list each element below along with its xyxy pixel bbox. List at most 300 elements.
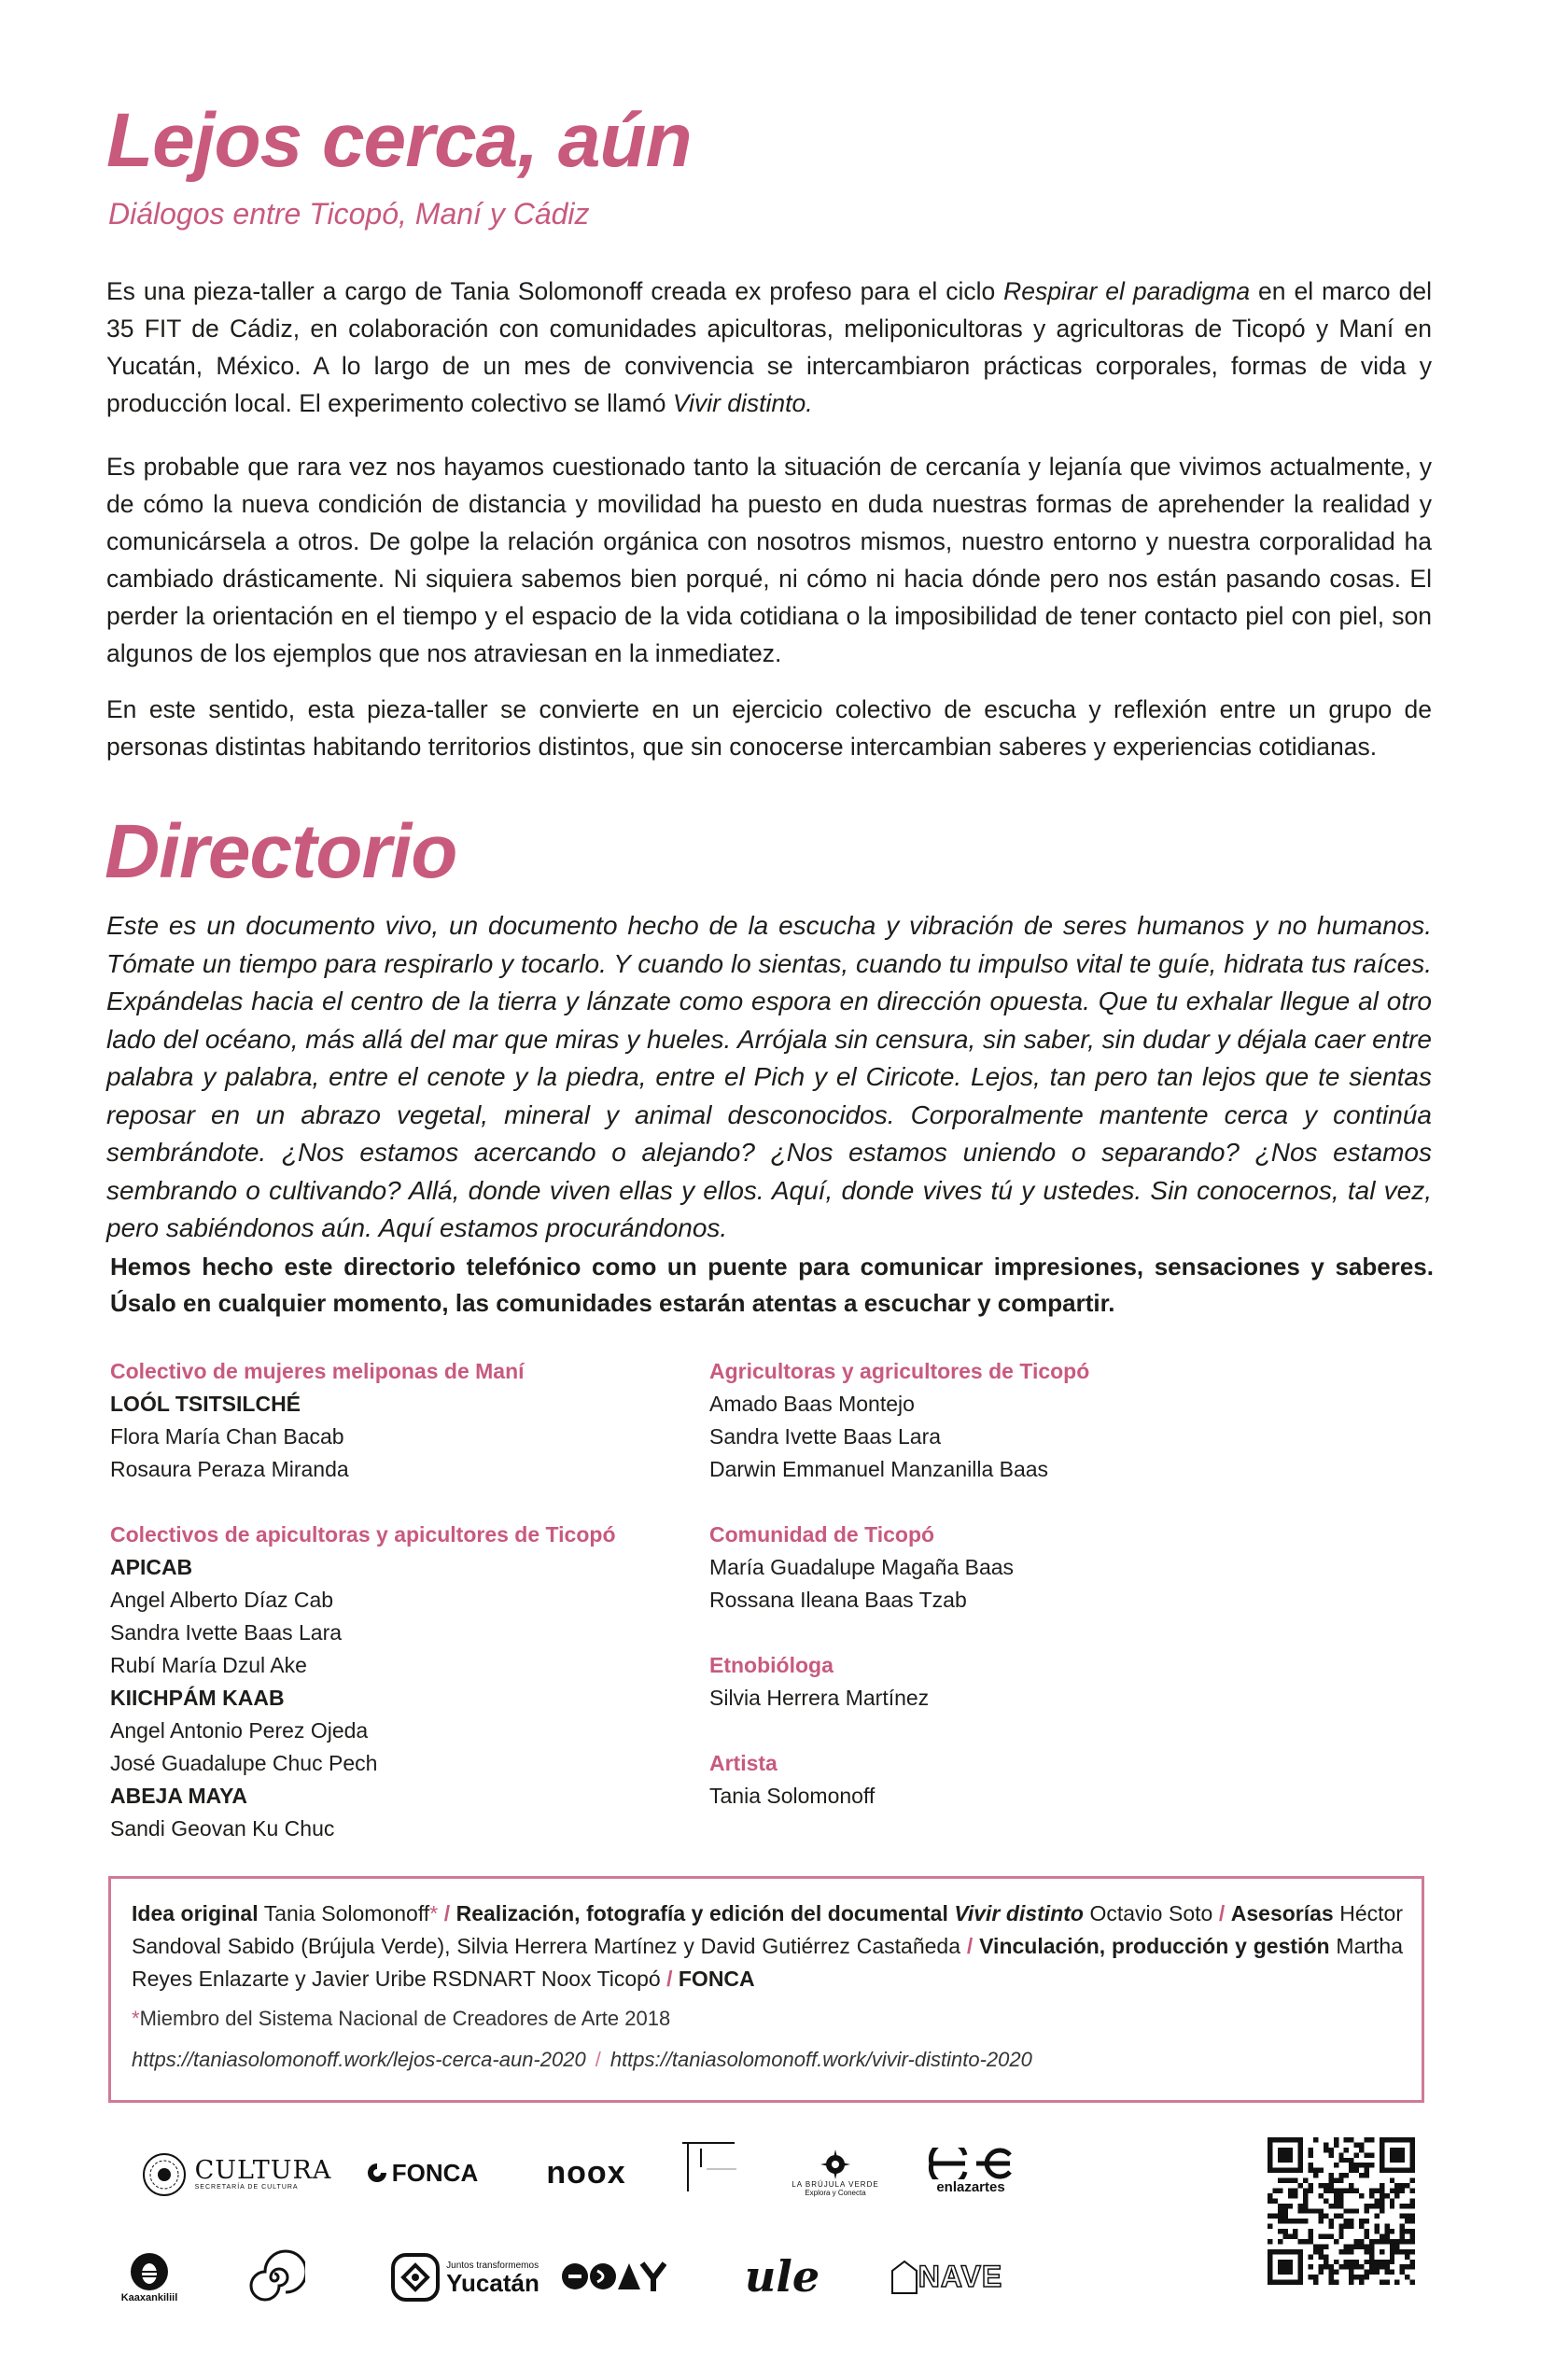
spiral-icon [244, 2247, 305, 2308]
qr-module [1328, 2178, 1333, 2183]
qr-module [1278, 2214, 1282, 2219]
qr-module [1354, 2168, 1359, 2173]
ule-text: ule [744, 2251, 820, 2302]
paragraph-intro [106, 273, 1432, 422]
contact-name: Rosaura Peraza Miranda [110, 1457, 349, 1481]
contact-name: Angel Alberto Díaz Cab [110, 1588, 334, 1612]
qr-module [1369, 2188, 1374, 2192]
qr-module [1338, 2249, 1343, 2254]
contact-name: Rossana Ileana Baas Tzab [709, 1588, 967, 1612]
qr-module [1313, 2137, 1318, 2142]
esay-icon [560, 2260, 666, 2293]
qr-module [1405, 2254, 1409, 2259]
qr-module [1400, 2270, 1405, 2275]
qr-module [1365, 2270, 1369, 2275]
qr-module [1338, 2173, 1343, 2177]
contact-name: Tania Solomonoff [709, 1784, 876, 1808]
group-title: Artista [709, 1751, 778, 1775]
qr-module [1328, 2188, 1333, 2192]
qr-module [1349, 2260, 1353, 2264]
qr-module [1400, 2204, 1405, 2208]
qr-module [1365, 2163, 1369, 2167]
qr-module [1410, 2264, 1415, 2269]
qr-module [1384, 2264, 1389, 2269]
directorio-heading: Directorio [105, 809, 457, 894]
qr-module [1410, 2214, 1415, 2219]
qr-module [1359, 2264, 1364, 2269]
qr-module [1374, 2229, 1379, 2233]
residencia-logo [676, 2137, 743, 2197]
qr-module [1405, 2214, 1409, 2219]
qr-module [1365, 2260, 1369, 2264]
qr-module [1272, 2198, 1277, 2203]
qr-module [1288, 2234, 1293, 2239]
directory-group [110, 1519, 707, 1845]
contact-name: José Guadalupe Chuc Pech [110, 1751, 378, 1775]
qr-module [1359, 2219, 1364, 2223]
qr-module [1278, 2208, 1282, 2213]
contact-name: Sandra Ivette Baas Lara [110, 1620, 343, 1645]
qr-module [1410, 2198, 1415, 2203]
qr-module [1303, 2193, 1308, 2198]
bee-icon [129, 2251, 170, 2292]
qr-module [1349, 2163, 1353, 2167]
qr-module [1293, 2193, 1297, 2198]
qr-module [1313, 2208, 1318, 2213]
qr-module [1303, 2198, 1308, 2203]
qr-module [1318, 2254, 1323, 2259]
qr-module [1288, 2204, 1293, 2208]
qr-module [1288, 2193, 1293, 2198]
credit-value: Octavio Soto [1089, 1901, 1213, 1925]
credit-value: Tania Solomonoff [263, 1901, 430, 1925]
qr-module [1293, 2229, 1297, 2233]
footnote [132, 2005, 1403, 2033]
fonca-icon [366, 2162, 388, 2184]
yucatan-tagline: Juntos transformemos [446, 2260, 539, 2271]
experiment-name: Vivir distinto. [672, 389, 813, 417]
qr-module [1334, 2260, 1338, 2264]
qr-module [1298, 2204, 1303, 2208]
contact-name: Sandra Ivette Baas Lara [709, 1424, 942, 1449]
qr-module [1282, 2178, 1287, 2183]
qr-module [1313, 2280, 1318, 2285]
qr-module [1354, 2208, 1359, 2213]
qr-module [1365, 2234, 1369, 2239]
separator: / [666, 1967, 673, 1991]
bracket-icon [679, 2139, 740, 2195]
qr-module [1318, 2264, 1323, 2269]
brujula-text: LA BRÚJULA VERDE [792, 2180, 879, 2189]
qr-module [1354, 2152, 1359, 2157]
qr-module [1282, 2234, 1287, 2239]
qr-module [1338, 2224, 1343, 2229]
qr-module [1400, 2234, 1405, 2239]
qr-module [1328, 2280, 1333, 2285]
house-icon [890, 2258, 918, 2295]
qr-module [1359, 2224, 1364, 2229]
qr-module [1369, 2193, 1374, 2198]
qr-module [1349, 2270, 1353, 2275]
group-title: Colectivos de apicultoras y apicultores de Ticopó [110, 1522, 616, 1547]
qr-module [1380, 2188, 1384, 2192]
qr-module [1349, 2275, 1353, 2279]
qr-module [1400, 2264, 1405, 2269]
group-title: Comunidad de Ticopó [709, 1522, 935, 1547]
qr-module [1293, 2234, 1297, 2239]
contact-name: María Guadalupe Magaña Baas [709, 1555, 1015, 1579]
qr-module [1334, 2204, 1338, 2208]
qr-module [1334, 2270, 1338, 2275]
qr-module [1410, 2219, 1415, 2223]
qr-module [1354, 2244, 1359, 2248]
qr-module [1405, 2219, 1409, 2223]
qr-module [1349, 2244, 1353, 2248]
qr-module [1288, 2219, 1293, 2223]
qr-module [1338, 2193, 1343, 2198]
qr-module [1380, 2193, 1384, 2198]
link-vivir-distinto[interactable]: https://taniasolomonoff.work/vivir-distinto-2020 [609, 2048, 1032, 2071]
qr-module [1365, 2152, 1369, 2157]
paragraph-intro-part-b: en el marco del 35 FIT de Cádiz, en colaboración con comunidades apicultoras, meliponicultoras y agricultoras de Ticopó y Maní en Yucatán, México. A lo largo de un mes de convivencia se intercambiaron prácticas corporales, formas de vida y producción local. El experimento colectivo se llamó [106, 277, 1432, 417]
qr-module [1380, 2264, 1384, 2269]
qr-module [1384, 2270, 1389, 2275]
qr-module [1309, 2188, 1313, 2192]
qr-module [1324, 2148, 1328, 2152]
qr-module [1410, 2188, 1415, 2192]
qr-module [1400, 2188, 1405, 2192]
enlazartes-icon [928, 2148, 1014, 2179]
qr-module [1303, 2188, 1308, 2192]
esay-logo [554, 2253, 672, 2300]
qr-module [1390, 2229, 1394, 2233]
qr-module [1359, 2142, 1364, 2147]
qr-module [1410, 2178, 1415, 2183]
qr-module [1359, 2193, 1364, 2198]
qr-module [1344, 2208, 1349, 2213]
contact-name: Silvia Herrera Martínez [709, 1686, 930, 1710]
separator: / [1218, 1901, 1226, 1925]
qr-module [1390, 2188, 1394, 2192]
asterisk-mark: * [132, 2007, 140, 2030]
qr-module [1334, 2198, 1338, 2203]
qr-module [1369, 2264, 1374, 2269]
qr-module [1349, 2158, 1353, 2163]
qr-module [1324, 2188, 1328, 2192]
qr-module [1328, 2204, 1333, 2208]
contact-name: Darwin Emmanuel Manzanilla Baas [709, 1457, 1049, 1481]
link-lejos-cerca[interactable]: https://taniasolomonoff.work/lejos-cerca-aun-2020 [132, 2048, 586, 2071]
qr-module [1410, 2229, 1415, 2233]
directory-right-column [709, 1355, 1307, 1845]
qr-module [1282, 2214, 1287, 2219]
qr-module [1359, 2280, 1364, 2285]
qr-module [1282, 2229, 1287, 2233]
qr-module [1359, 2244, 1364, 2248]
qr-module [1390, 2204, 1394, 2208]
credits-box [108, 1876, 1424, 2103]
qr-module [1344, 2260, 1349, 2264]
organization-name: KIICHPÁM KAAB [110, 1686, 285, 1710]
qr-module [1365, 2249, 1369, 2254]
qr-module [1405, 2249, 1409, 2254]
qr-module [1405, 2229, 1409, 2233]
qr-module [1338, 2178, 1343, 2183]
compass-icon [820, 2149, 851, 2180]
qr-module [1374, 2204, 1379, 2208]
brujula-verde-logo [775, 2143, 896, 2203]
qr-module [1405, 2264, 1409, 2269]
qr-module [1374, 2264, 1379, 2269]
qr-module [1380, 2280, 1384, 2285]
qr-module [1369, 2270, 1374, 2275]
qr-module [1334, 2280, 1338, 2285]
qr-module [1394, 2244, 1399, 2248]
qr-module [1278, 2204, 1282, 2208]
qr-module [1268, 2239, 1272, 2244]
qr-module [1394, 2193, 1399, 2198]
qr-module [1278, 2188, 1282, 2192]
qr-module [1410, 2280, 1415, 2285]
qr-module [1349, 2188, 1353, 2192]
seal-icon [141, 2151, 188, 2198]
qr-module [1400, 2183, 1405, 2188]
qr-module [1318, 2219, 1323, 2223]
qr-module [1318, 2183, 1323, 2188]
contact-name: Sandi Geovan Ku Chuc [110, 1816, 335, 1841]
qr-module [1303, 2219, 1308, 2223]
qr-module [1318, 2270, 1323, 2275]
qr-module [1400, 2229, 1405, 2233]
qr-module [1359, 2275, 1364, 2279]
qr-module [1334, 2178, 1338, 2183]
qr-module [1313, 2168, 1318, 2173]
qr-module [1338, 2214, 1343, 2219]
qr-module [1334, 2137, 1338, 2142]
qr-module [1334, 2163, 1338, 2167]
organization-name: APICAB [110, 1555, 193, 1579]
nave-text: NAVE [918, 2259, 1003, 2293]
qr-module [1298, 2183, 1303, 2188]
credit-value: Martha Reyes Enlazarte y Javier Uribe RSDNART Noox Ticopó [132, 1934, 1403, 1991]
qr-module [1384, 2193, 1389, 2198]
qr-module [1278, 2219, 1282, 2223]
qr-module [1394, 2249, 1399, 2254]
directory-group [709, 1649, 1307, 1715]
qr-module [1390, 2270, 1394, 2275]
qr-module [1313, 2244, 1318, 2248]
qr-module [1303, 2204, 1308, 2208]
directory-group [709, 1355, 1307, 1486]
qr-module [1309, 2168, 1313, 2173]
qr-module [1354, 2275, 1359, 2279]
qr-module [1293, 2188, 1297, 2192]
qr-module [1282, 2204, 1287, 2208]
qr-module [1349, 2280, 1353, 2285]
qr-module [1359, 2239, 1364, 2244]
page-subtitle: Diálogos entre Ticopó, Maní y Cádiz [108, 197, 590, 231]
asterisk-mark: * [429, 1901, 439, 1925]
credit-label: FONCA [678, 1967, 755, 1991]
cycle-name: Respirar el paradigma [1003, 277, 1251, 305]
paragraph-context: Es probable que rara vez nos hayamos cuestionado tanto la situación de cercanía y lejanía que vivimos actualmente, y de cómo la nueva condición de distancia y movilidad ha puesto en duda nuestras formas de aprehender la realidad y comunicársela a otros. De golpe la relación orgánica con nosotros mismos, nuestro entorno y nuestra corporalidad ha cambiado drásticamente. Ni siquiera sabemos bien porqué, ni cómo ni hacia dónde pero nos están pasando cosas. El perder la orientación en el tiempo y el espacio de la vida cotidiana o la imposibilidad de tener contacto piel con piel, son algunos de los ejemplos que nos atraviesan en la inmediatez. [106, 453, 1432, 667]
qr-module [1309, 2148, 1313, 2152]
qr-module [1313, 2249, 1318, 2254]
group-title: Agricultoras y agricultores de Ticopó [709, 1359, 1090, 1383]
directory-group [709, 1519, 1307, 1617]
qr-module [1293, 2219, 1297, 2223]
qr-module [1380, 2234, 1384, 2239]
qr-module [1390, 2178, 1394, 2183]
qr-module [1334, 2188, 1338, 2192]
organization-name: LOÓL TSITSILCHÉ [110, 1392, 301, 1416]
sponsor-logos [112, 2137, 1045, 2324]
qr-module [1349, 2137, 1353, 2142]
qr-module [1365, 2173, 1369, 2177]
qr-module [1349, 2208, 1353, 2213]
qr-module [1309, 2275, 1313, 2279]
contact-name: Flora María Chan Bacab [110, 1424, 344, 1449]
shell-logo [241, 2242, 308, 2313]
qr-module [1344, 2244, 1349, 2248]
directory-group [709, 1747, 1307, 1813]
noox-logo [530, 2152, 642, 2193]
qr-module [1400, 2249, 1405, 2254]
qr-module [1298, 2219, 1303, 2223]
qr-code[interactable] [1268, 2137, 1415, 2285]
qr-module [1309, 2183, 1313, 2188]
qr-module [1324, 2244, 1328, 2248]
page-title: Lejos cerca, aún [106, 98, 692, 183]
paragraph-intro-part-a: Es una pieza-taller a cargo de Tania Solomonoff creada ex profeso para el ciclo [106, 277, 1004, 305]
qr-module [1278, 2260, 1293, 2275]
qr-module [1349, 2168, 1353, 2173]
contact-name: Amado Baas Montejo [709, 1392, 915, 1416]
qr-module [1338, 2158, 1343, 2163]
qr-module [1278, 2178, 1282, 2183]
separator: / [595, 2048, 601, 2071]
qr-module [1338, 2264, 1343, 2269]
credit-value: Héctor Sandoval Sabido (Brújula Verde), Silvia Herrera Martínez y David Gutiérrez Castañeda [132, 1901, 1404, 1958]
qr-module [1400, 2239, 1405, 2244]
separator: / [443, 1901, 451, 1925]
qr-module [1318, 2168, 1323, 2173]
qr-module [1349, 2183, 1353, 2188]
organization-name: ABEJA MAYA [110, 1784, 247, 1808]
qr-module [1380, 2183, 1384, 2188]
qr-module [1324, 2183, 1328, 2188]
yucatan-icon [390, 2252, 441, 2303]
kaaxankiliil-logo [112, 2240, 187, 2315]
qr-module [1328, 2219, 1333, 2223]
qr-module [1328, 2275, 1333, 2279]
qr-module [1318, 2193, 1323, 2198]
qr-module [1298, 2208, 1303, 2213]
directorio-instructions: Hemos hecho este directorio telefónico como un puente para comunicar impresiones, sensaciones y saberes. Úsalo en cualquier momento, las comunidades estarán atentas a escuchar y compartir. [110, 1253, 1434, 1317]
qr-module [1354, 2188, 1359, 2192]
ule-logo [744, 2244, 820, 2309]
qr-module [1268, 2193, 1272, 2198]
qr-module [1272, 2214, 1277, 2219]
qr-module [1328, 2152, 1333, 2157]
qr-module [1394, 2239, 1399, 2244]
qr-module [1344, 2158, 1349, 2163]
qr-module [1410, 2234, 1415, 2239]
qr-module [1338, 2204, 1343, 2208]
qr-module [1365, 2168, 1369, 2173]
qr-module [1410, 2249, 1415, 2254]
credits-text [132, 1897, 1403, 1995]
qr-module [1365, 2204, 1369, 2208]
qr-module [1328, 2183, 1333, 2188]
brujula-subtext: Explora y Conecta [805, 2189, 866, 2197]
qr-module [1354, 2260, 1359, 2264]
cultura-subtext: SECRETARÍA DE CULTURA [194, 2183, 299, 2191]
qr-module [1374, 2198, 1379, 2203]
qr-module [1324, 2264, 1328, 2269]
qr-module [1365, 2137, 1369, 2142]
noox-text: noox [546, 2154, 626, 2191]
documentary-title: Vivir distinto [954, 1901, 1084, 1925]
qr-module [1384, 2224, 1389, 2229]
enlazartes-logo [915, 2139, 1027, 2203]
paragraph-purpose: En este sentido, esta pieza-taller se convierte en un ejercicio colectivo de escucha y reflexión entre un grupo de personas distintas habitando territorios distintos, que sin conocerse intercambian saberes y experiencias cotidianas. [106, 695, 1432, 761]
qr-module [1365, 2229, 1369, 2233]
qr-module [1374, 2224, 1379, 2229]
qr-module [1369, 2152, 1374, 2157]
directory-left-column [110, 1355, 707, 1878]
qr-module [1349, 2224, 1353, 2229]
qr-module [1369, 2163, 1374, 2167]
qr-module [1344, 2173, 1349, 2177]
qr-module [1338, 2229, 1343, 2233]
qr-module [1384, 2234, 1389, 2239]
qr-module [1309, 2264, 1313, 2269]
qr-module [1328, 2173, 1333, 2177]
qr-module [1359, 2173, 1364, 2177]
qr-module [1354, 2163, 1359, 2167]
directorio-intro: Este es un documento vivo, un documento hecho de la escucha y vibración de seres humanos y no humanos. Tómate un tiempo para respirarlo y tocarlo. Y cuando lo sientas, cuando tu impulso vital te guíe, hidrata tus raíces. Expándelas hacia el centro de la tierra y lánzate como espora en dirección opuesta. Que tu exhalar llegue al otro lado del océano, más allá del mar que miras y hueles. Arrójala sin censura, sin saber, sin dudar y déjala caer entre palabra y palabra, entre el cenote y la piedra, entre el Pich y el Ciricote. Lejos, tan pero tan lejos que te sientas reposar en un abrazo vegetal, mineral y animal desconocidos. Corporalmente mantente cerca y continúa sembrándote. ¿Nos estamos acercando o alejando? ¿Nos estamos uniendo o separando? ¿Nos estamos sembrando o cultivando? Allá, donde viven ellas y ellos. Aquí, donde vives tú y ustedes. Sin conocernos, tal vez, pero sabiéndonos aún. Aquí estamos procurándonos. [106, 911, 1432, 1242]
qr-module [1410, 2260, 1415, 2264]
qr-module [1324, 2142, 1328, 2147]
footnote-text: Miembro del Sistema Nacional de Creadores de Arte 2018 [139, 2007, 671, 2030]
qr-module [1390, 2148, 1405, 2163]
qr-module [1400, 2224, 1405, 2229]
credit-label: Realización, fotografía y edición del documental [455, 1901, 948, 1925]
qr-module [1309, 2239, 1313, 2244]
qr-module [1338, 2234, 1343, 2239]
qr-module [1334, 2142, 1338, 2147]
nave-logo [881, 2251, 1012, 2302]
qr-module [1313, 2173, 1318, 2177]
qr-module [1303, 2208, 1308, 2213]
credit-label: Vinculación, producción y gestión [979, 1934, 1330, 1958]
qr-module [1338, 2188, 1343, 2192]
qr-module [1380, 2249, 1384, 2254]
qr-module [1384, 2229, 1389, 2233]
qr-module [1309, 2152, 1313, 2157]
qr-module [1324, 2254, 1328, 2259]
qr-module [1268, 2198, 1272, 2203]
qr-module [1268, 2224, 1272, 2229]
group-title: Etnobióloga [709, 1653, 834, 1677]
qr-module [1344, 2188, 1349, 2192]
qr-module [1405, 2183, 1409, 2188]
qr-module [1282, 2208, 1287, 2213]
qr-module [1328, 2148, 1333, 2152]
separator: / [966, 1934, 974, 1958]
qr-module [1365, 2208, 1369, 2213]
